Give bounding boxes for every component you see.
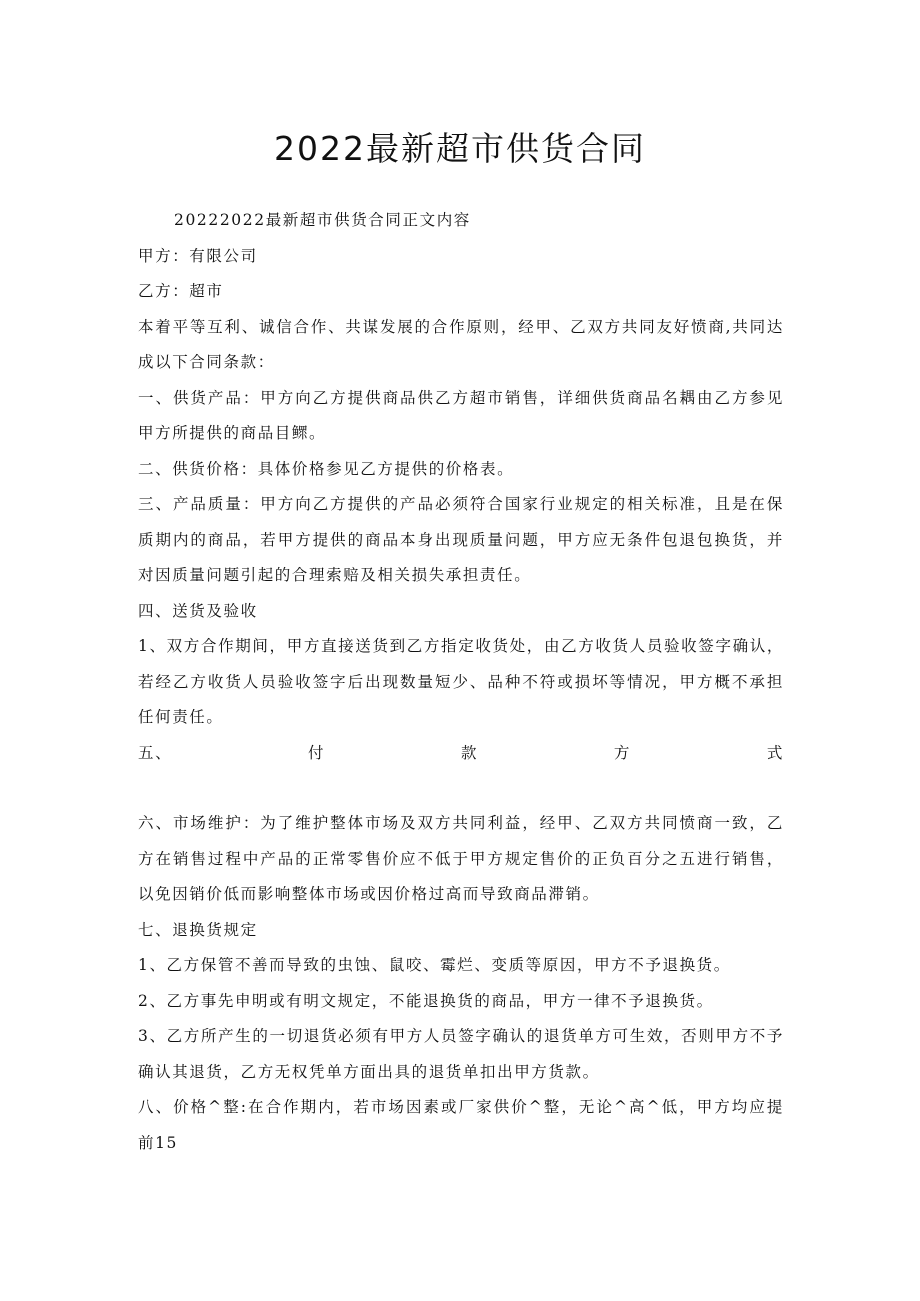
document-body — [138, 203, 784, 1161]
clause-5-char-2: 款 — [460, 743, 479, 762]
clause-1-supply-products: 一、供货产品：甲方向乙方提供商品供乙方超市销售，详细供货商品名耦由乙方参见甲方所提供的商品目鳏。 — [138, 388, 784, 442]
clause-5-char-3: 方 — [613, 743, 632, 762]
subtitle-line: 20222022最新超市供货合同正文内容 — [174, 211, 471, 229]
clause-4-heading: 四、送货及验收 — [138, 601, 258, 620]
clause-3-product-quality: 三、产品质量：甲方向乙方提供的产品必须符合国家行业规定的相关标准，且是在保质期内的商品，若甲方提供的商品本身出现质量问题，甲方应无条件包退包换货，并对因质量问题引起的合理索赔及相关损失承担责任。 — [138, 495, 784, 584]
clause-8-price-adjustment: 八、价格^整:在合作期内，若市场因素或厂家供价^整，无论^高^低，甲方均应提前15 — [138, 1098, 784, 1152]
clause-5-char-4: 式 — [766, 743, 784, 762]
blank-line — [138, 771, 784, 806]
clause-7-item-3: 3、乙方所产生的一切退货必须有甲方人员签字确认的退货单方可生效，否则甲方不予确认其退货，乙方无权凭单方面出具的退货单扣出甲方货款。 — [138, 1027, 784, 1081]
preamble-paragraph: 本着平等互利、诚信合作、共谋发展的合作原则，经甲、乙双方共同友好愤商,共同达成以下合同条款： — [138, 317, 784, 371]
clause-5-number: 五、 — [138, 743, 173, 762]
party-a-line: 甲方：有限公司 — [138, 246, 258, 265]
clause-4-item-1: 1、双方合作期间，甲方直接送货到乙方指定收货处，由乙方收货人员验收签字确认，若经乙方收货人员验收签字后出现数量短少、品种不符或损坏等情况，甲方概不承担任何责任。 — [138, 637, 784, 726]
clause-7-heading: 七、退换货规定 — [138, 920, 258, 939]
clause-7-item-2: 2、乙方事先申明或有明文规定，不能退换货的商品，甲方一律不予退换货。 — [138, 991, 714, 1010]
clause-5-heading — [138, 736, 784, 772]
clause-6-market-maintenance: 六、市场维护：为了维护整体市场及双方共同利益，经甲、乙双方共同愤商一致，乙方在销售过程中产品的正常零售价应不低于甲方规定售价的正负百分之五进行销售，以免因销价低而影响整体市场或因价格过高而导致商品滞销。 — [138, 814, 784, 903]
clause-2-supply-price: 二、供货价格：具体价格参见乙方提供的价格表。 — [138, 459, 515, 478]
document-title: 2022最新超市供货合同 — [274, 129, 646, 168]
clause-5-char-1: 付 — [308, 743, 326, 762]
clause-7-item-1: 1、乙方保管不善而导致的虫蚀、鼠咬、霉烂、变质等原因，甲方不予退换货。 — [138, 956, 731, 974]
party-b-line: 乙方：超市 — [138, 282, 224, 300]
